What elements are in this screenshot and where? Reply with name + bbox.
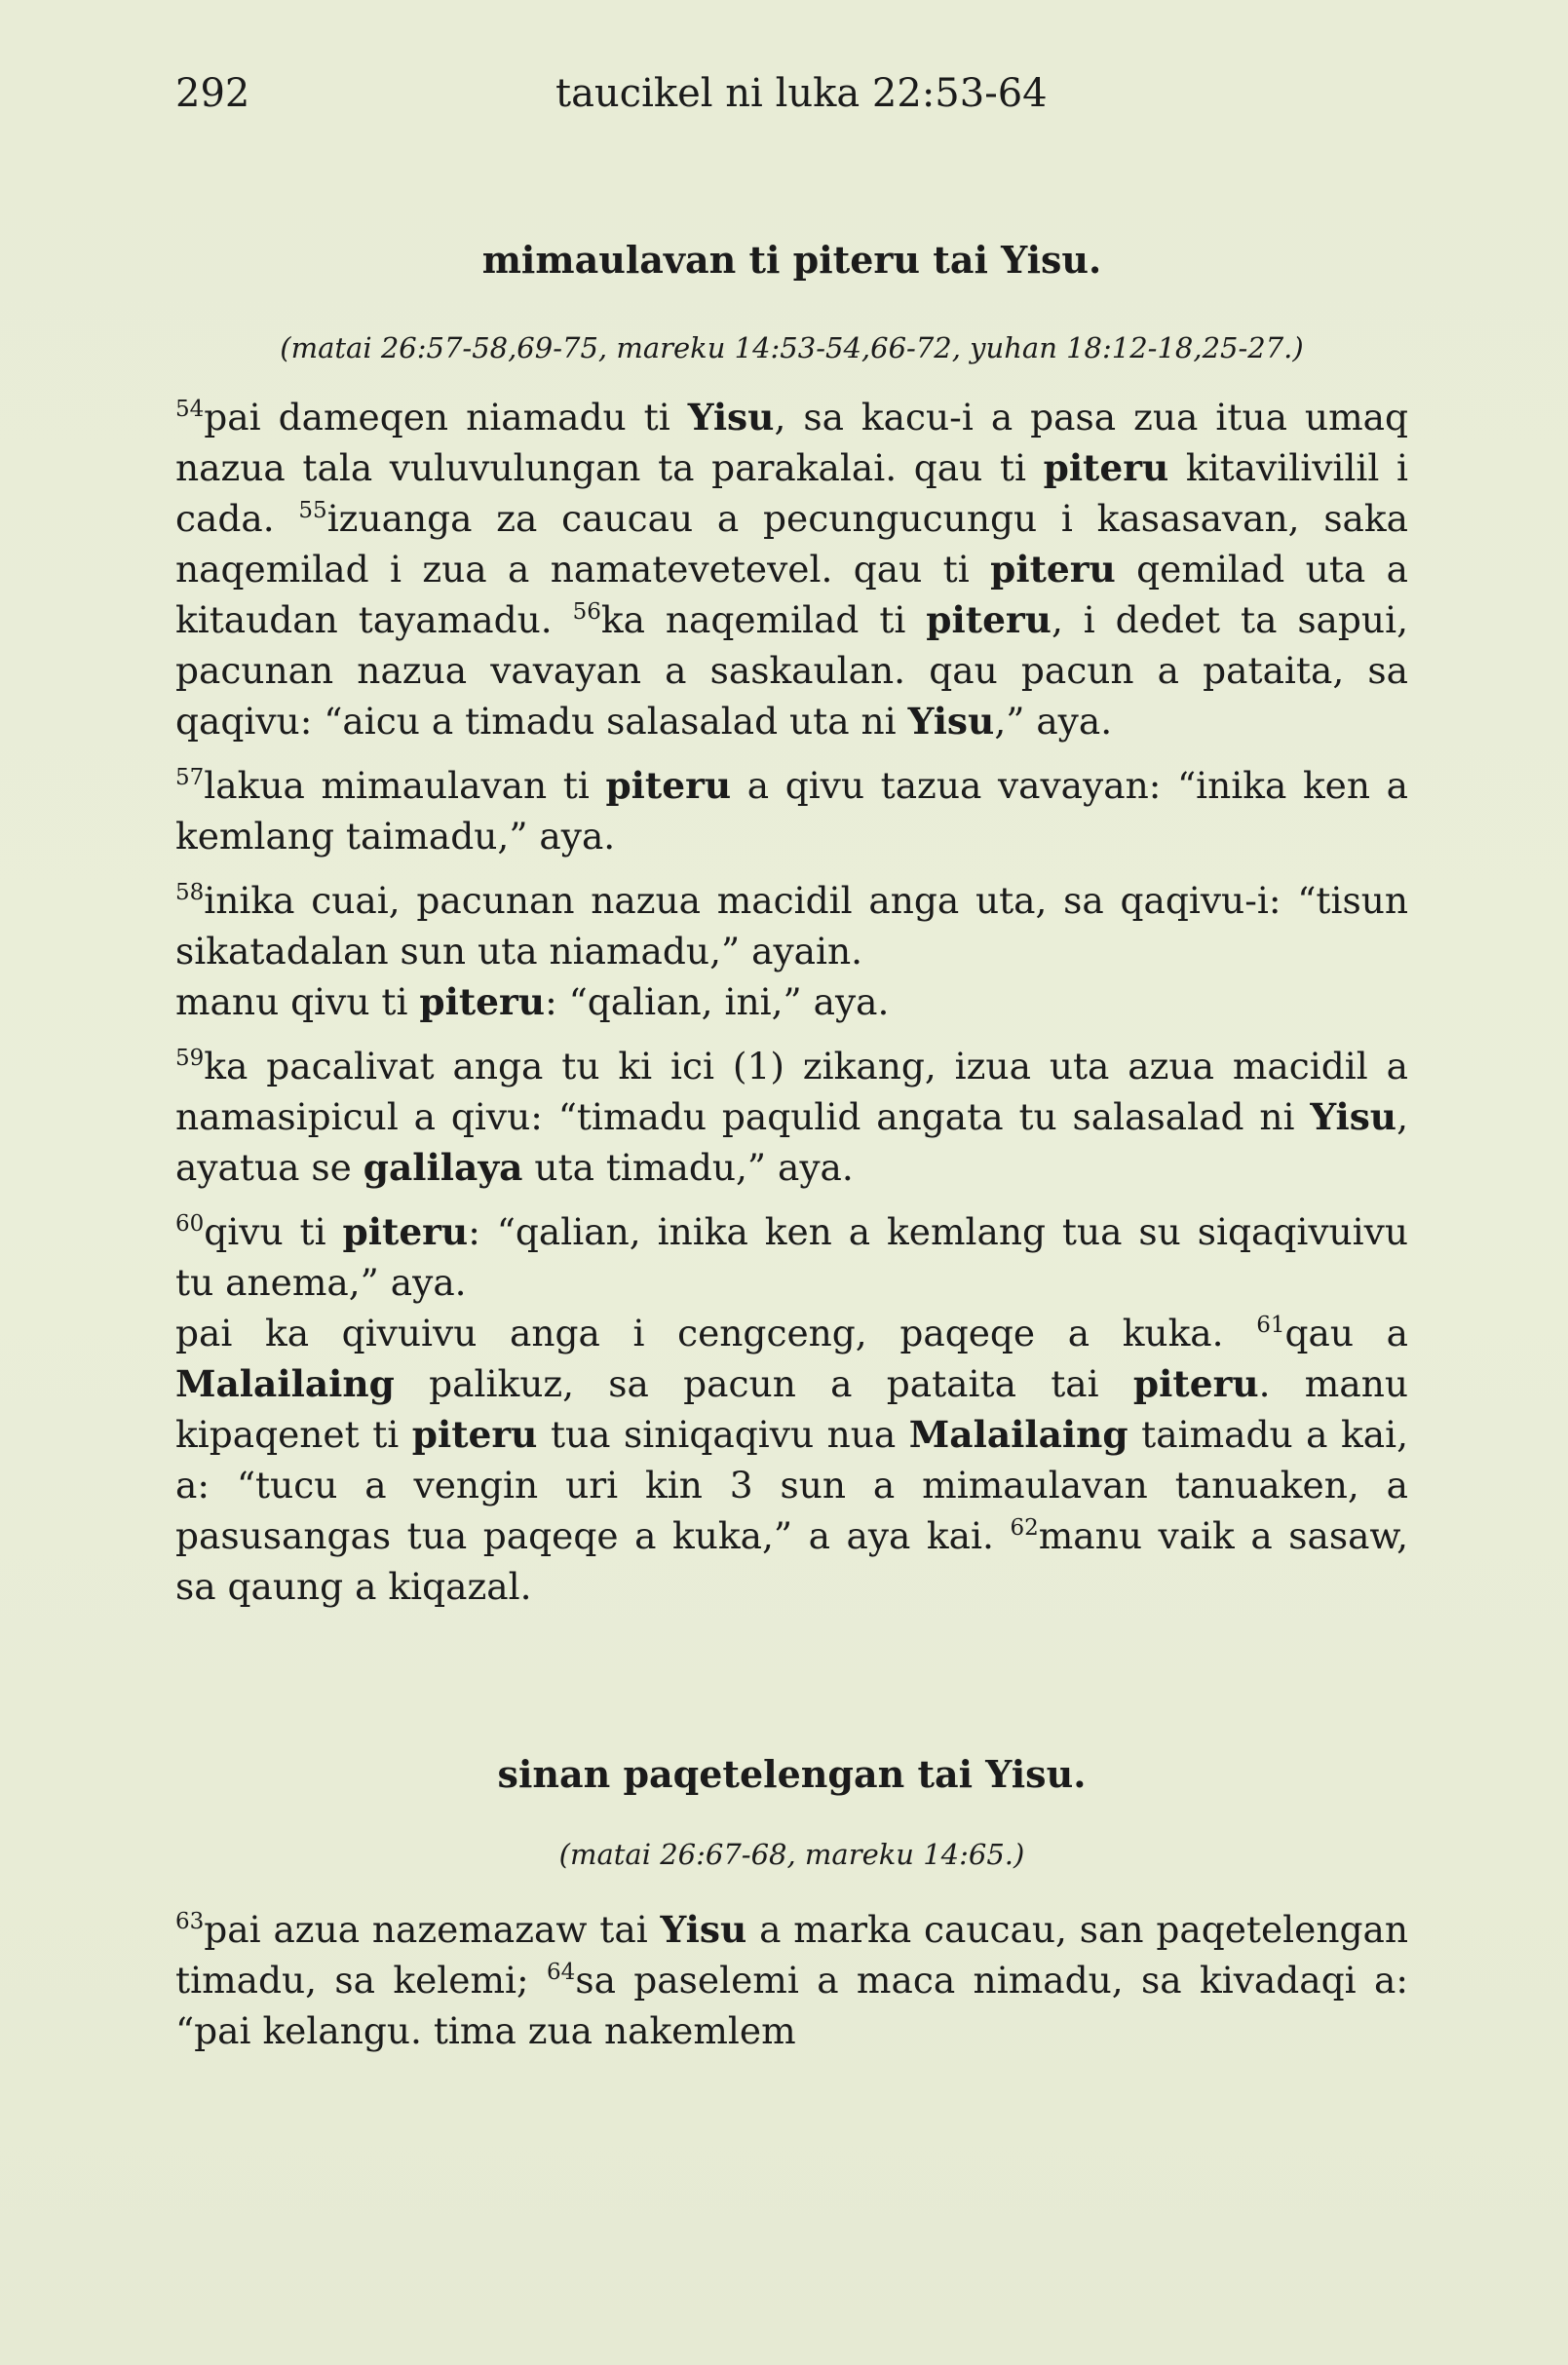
bold-name: galilaya bbox=[363, 1146, 523, 1189]
bold-name: piteru bbox=[926, 598, 1052, 641]
section-title: sinan paqetelengan tai Yisu. bbox=[497, 1752, 1087, 1796]
bold-name: Malailaing bbox=[175, 1362, 395, 1405]
paragraph: manu qivu ti piteru: “qalian, ini,” aya. bbox=[175, 980, 890, 1023]
cross-reference: (matai 26:57-58,69-75, mareku 14:53-54,66-72, yuhan 18:12-18,25-27.) bbox=[280, 331, 1304, 364]
verse-number: 64 bbox=[547, 1960, 576, 1985]
paragraph: $^{63}$pai azua nazemazaw tai Yisu a marka caucau, san paqetelengan timadu, sa kelemi; $^{64}$sa paselemi a maca nimadu, sa kivadaqi a: “pai kelangu. tima zua nakemlem bbox=[175, 1908, 1409, 2052]
section-title: mimaulavan ti piteru tai Yisu. bbox=[481, 238, 1102, 282]
bold-name: piteru bbox=[419, 980, 546, 1023]
verse-number: 58 bbox=[175, 880, 205, 905]
bold-name: Yisu bbox=[907, 700, 995, 743]
section-2 bbox=[175, 1748, 1408, 2056]
verse-number: 54 bbox=[175, 397, 205, 422]
bold-name: piteru bbox=[1043, 446, 1169, 489]
page-number: 292 bbox=[175, 71, 250, 116]
bold-name: piteru bbox=[990, 548, 1116, 591]
verse-number: 57 bbox=[175, 765, 205, 790]
bold-name: Malailaing bbox=[908, 1413, 1128, 1456]
bold-name: Yisu bbox=[660, 1908, 747, 1951]
paragraph: $^{57}$lakua mimaulavan ti piteru a qivu tazua vavayan: “inika ken a kemlang taimadu,” aya. bbox=[175, 764, 1408, 858]
verse-number: 61 bbox=[1256, 1313, 1285, 1338]
paragraph: pai ka qivuivu anga i cengceng, paqeqe a kuka. $^{61}$qau a Malailaing palikuz, sa pacun a pataita tai piteru. manu kipaqenet ti piteru tua siniqaqivu nua Malailaing taimadu a kai, a: “tucu a vengin uri kin 3 sun a mimaulavan tanuaken, a pasusangas tua paqeqe a kuka,” a aya kai. $^{62}$manu vaik a sasaw, sa qaung a kiqazal. bbox=[175, 1312, 1409, 1608]
bold-name: piteru bbox=[605, 764, 732, 807]
page-content bbox=[175, 234, 1408, 2056]
paragraph: $^{58}$inika cuai, pacunan nazua macidil anga uta, sa qaqivu-i: “tisun sikatadalan sun uta niamadu,” ayain. bbox=[175, 879, 1408, 973]
cross-reference: (matai 26:67-68, mareku 14:65.) bbox=[558, 1838, 1025, 1871]
paragraph: $^{59}$ka pacalivat anga tu ki ici (1) zikang, izua uta azua macidil a namasipicul a qivu: “timadu paqulid angata tu salasalad ni Yisu, ayatua se galilaya uta timadu,” aya. bbox=[175, 1045, 1408, 1189]
paragraph: $^{54}$pai dameqen niamadu ti Yisu, sa kacu-i a pasa zua itua umaq nazua tala vuluvulungan ta parakalai. qau ti piteru kitavilivilil i cada. $^{55}$izuanga za caucau a pecungucungu i kasasavan, saka naqemilad i zua a namatevetevel. qau ti piteru qemilad uta a kitaudan tayamadu. $^{56}$ka naqemilad ti piteru, i dedet ta sapui, pacunan nazua vavayan a saskaulan. qau pacun a pataita, sa qaqivu: “aicu a timadu salasalad uta ni Yisu,” aya. bbox=[175, 396, 1409, 743]
page-header bbox=[175, 64, 1403, 123]
verse-number: 62 bbox=[1010, 1515, 1039, 1541]
paragraph: $^{60}$qivu ti piteru: “qalian, inika ken a kemlang tua su siqaqivuivu tu anema,” aya. bbox=[175, 1210, 1409, 1304]
bold-name: piteru bbox=[1132, 1362, 1259, 1405]
running-title: taucikel ni luka 22:53-64 bbox=[555, 71, 1048, 116]
section-1 bbox=[175, 234, 1408, 1612]
bold-name: piteru bbox=[342, 1210, 469, 1253]
verse-number: 60 bbox=[175, 1211, 205, 1237]
verse-number: 63 bbox=[175, 1909, 205, 1934]
verse-number: 55 bbox=[298, 498, 327, 523]
bold-name: Yisu bbox=[1310, 1095, 1397, 1138]
bold-name: piteru bbox=[411, 1413, 538, 1456]
verse-number: 56 bbox=[572, 599, 601, 625]
bold-name: Yisu bbox=[687, 396, 775, 439]
verse-number: 59 bbox=[175, 1046, 205, 1071]
